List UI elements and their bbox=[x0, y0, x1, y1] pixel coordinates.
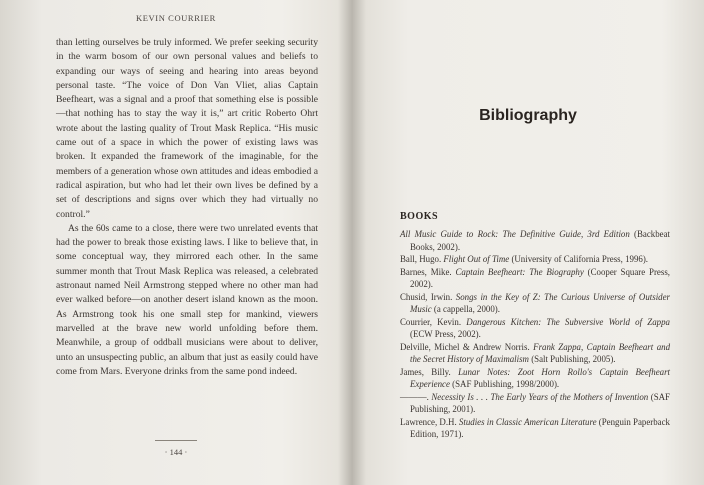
bib-title: Lunar Notes: Zoot Horn Rollo's Captain Beefheart Experience bbox=[410, 366, 670, 389]
bib-publisher: (ECW Press, 2002). bbox=[410, 329, 481, 339]
bib-author: Lawrence, D.H. bbox=[400, 416, 459, 427]
bib-publisher: (Penguin Paperback Edition, 1971). bbox=[410, 416, 670, 439]
bib-title: Dangerous Kitchen: The Subversive World of Zappa bbox=[466, 316, 670, 327]
bib-title: Captain Beefheart: The Biography bbox=[455, 266, 584, 277]
bib-entry bbox=[400, 316, 670, 341]
bib-author: Ball, Hugo. bbox=[400, 254, 444, 264]
bib-author: ———. bbox=[400, 391, 432, 402]
bib-author: Delville, Michel & Andrew Norris. bbox=[400, 341, 534, 352]
bib-entry bbox=[400, 291, 670, 316]
bib-publisher: (SAF Publishing, 1998/2000). bbox=[449, 379, 560, 389]
bib-entry bbox=[400, 341, 670, 366]
paragraph-1: than letting ourselves be truly informed. We prefer seeking security in the warm bosom of our own personal values and beliefs to expanding our ways of seeing and hearing into areas beyond personal taste. “The voice of Don Van Vliet, alias Captain Beefheart, was a signal and a proof that something else is possible—that nothing has to stay the way it is,” art critic Roberto Ohrt wrote about the lasting quality of Trout Mask Replica. “His music came out of a space in which the power of existing laws was broken. It expanded the framework of the imaginable, for the members of a generation whose own attitudes and ideas embodied a radical aspiration, but who had let their own lives be defined by a set of descriptions and signs over which they had virtually no control.” bbox=[56, 37, 318, 220]
page-title: Bibliography bbox=[479, 107, 577, 124]
paragraph-2: As the 60s came to a close, there were two unrelated events that had the power to break those existing laws. I like to believe that, in some conceptual way, they mirrored each other. In the same summer month that Trout Mask Replica was released, a celebrated astronaut named Neil Armstrong stepped where no other man had ever walked before—on another desert island known as the moon. As Armstrong took his one small step for mankind, viewers marvelled at the brave new world unfolding before them. Meanwhile, a group of oddball musicians were about to deliver, unto an unsuspecting public, an album that just as easily could have come from Mars. Everyone drinks from the same pond indeed. bbox=[56, 222, 318, 377]
bib-title: Flight Out of Time bbox=[443, 254, 510, 264]
bib-author: Chusid, Irwin. bbox=[400, 291, 456, 302]
bib-title: Frank Zappa, Captain Beefheart and the Secret History of Maximalism bbox=[410, 341, 671, 364]
bib-entry bbox=[400, 416, 670, 441]
section-heading-books: BOOKS bbox=[400, 211, 439, 222]
bib-publisher: (Cooper Square Press, 2002). bbox=[410, 266, 670, 289]
bib-author: James, Billy. bbox=[400, 366, 459, 377]
bib-publisher: (University of California Press, 1996). bbox=[509, 254, 648, 264]
page-number: · 144 · bbox=[164, 447, 188, 457]
bib-entry bbox=[400, 391, 670, 416]
body-text bbox=[56, 36, 318, 379]
bib-author: Barnes, Mike. bbox=[400, 266, 456, 277]
bib-title: All Music Guide to Rock: The Definitive Guide, 3rd Edition bbox=[400, 229, 630, 239]
bib-publisher: (SAF Publishing, 2001). bbox=[410, 391, 670, 414]
bib-title: Necessity Is . . . The Early Years of the Mothers of Invention bbox=[431, 391, 649, 402]
bib-entry bbox=[400, 366, 670, 391]
bib-publisher: (a cappella, 2000). bbox=[431, 304, 500, 314]
bibliography-list bbox=[400, 228, 670, 441]
bib-publisher: (Salt Publishing, 2005). bbox=[528, 354, 616, 364]
bib-entry bbox=[400, 266, 670, 291]
folio-rule bbox=[155, 440, 197, 441]
bib-author: Courrier, Kevin. bbox=[400, 316, 467, 327]
bib-entry bbox=[400, 253, 670, 266]
bib-entry bbox=[400, 228, 670, 253]
running-head: KEVIN COURRIER bbox=[136, 13, 216, 23]
right-page bbox=[352, 0, 704, 485]
bib-publisher: (Backbeat Books, 2002). bbox=[410, 229, 670, 252]
bib-title: Songs in the Key of Z: The Curious Universe of Outsider Music bbox=[410, 291, 670, 314]
bib-title: Studies in Classic American Literature bbox=[458, 416, 597, 427]
